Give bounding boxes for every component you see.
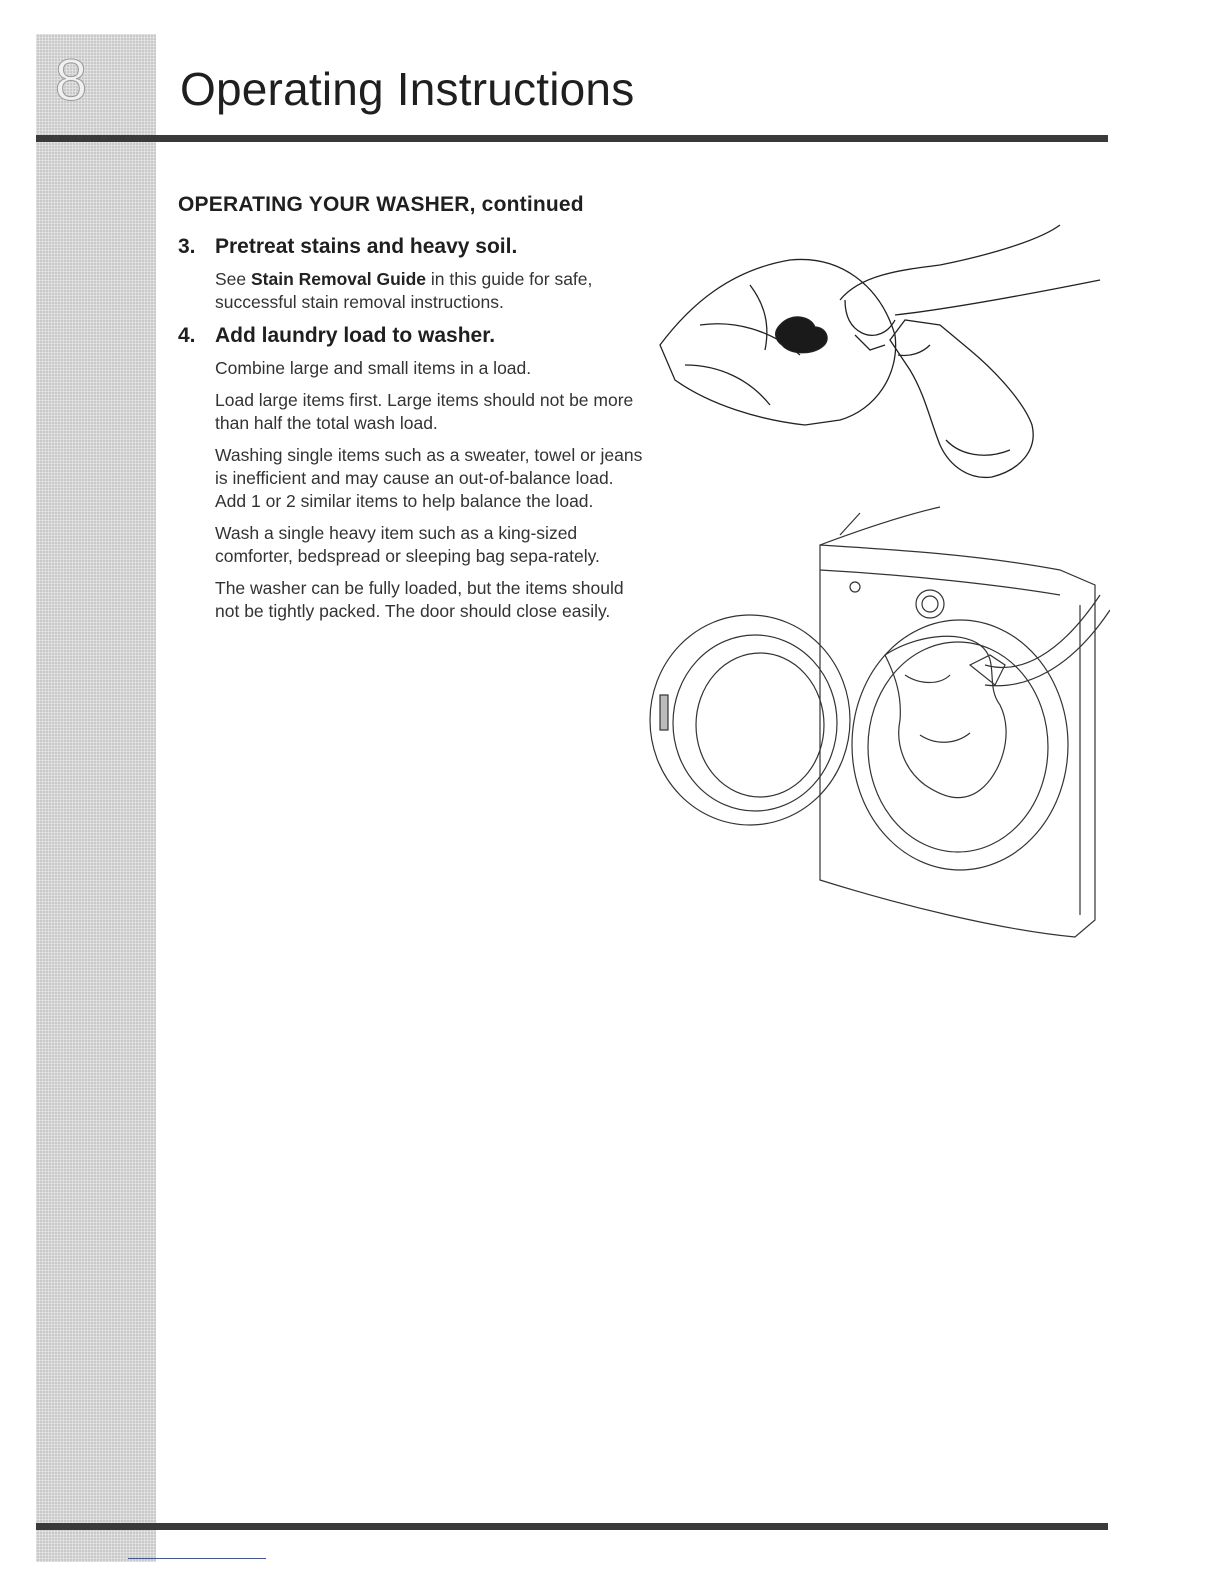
footer-rule — [36, 1523, 1108, 1530]
header-rule — [36, 135, 1108, 142]
page-title: Operating Instructions — [180, 63, 635, 115]
stain-removal-guide-reference: Stain Removal Guide — [251, 269, 427, 289]
washer-loading-illustration — [650, 507, 1110, 937]
step-number: 4. — [178, 324, 196, 347]
stain-icon — [776, 317, 827, 353]
step-3-paragraph: See Stain Removal Guide in this guide for safe, successful stain removal instructions. — [215, 269, 593, 312]
page-number: 8 — [54, 48, 88, 113]
main-content — [178, 193, 648, 623]
step-4-paragraph: Wash a single heavy item such as a king-sized comforter, bedspread or sleeping bag sepa-rately. — [215, 523, 600, 566]
step-4-paragraph: Washing single items such as a sweater, towel or jeans is inefficient and may cause an out-of-balance load. Add 1 or 2 similar items to help balance the load. — [215, 445, 643, 511]
spray-bottle-stain-illustration — [660, 225, 1100, 477]
step-4-paragraph: Combine large and small items in a load. — [215, 358, 532, 378]
footer-underline — [128, 1558, 266, 1559]
section-heading: OPERATING YOUR WASHER, continued — [178, 193, 584, 216]
step-title: Add laundry load to washer. — [215, 324, 496, 347]
step-4-paragraph: The washer can be fully loaded, but the items should not be tightly packed. The door should close easily. — [215, 578, 624, 621]
step-4 — [178, 324, 648, 348]
step-4-paragraph: Load large items first. Large items should not be more than half the total wash load. — [215, 390, 634, 433]
illustrations — [640, 215, 1110, 945]
step-3 — [178, 235, 648, 259]
page-sidebar — [36, 34, 156, 1562]
step-title: Pretreat stains and heavy soil. — [215, 235, 518, 258]
step-number: 3. — [178, 235, 196, 258]
